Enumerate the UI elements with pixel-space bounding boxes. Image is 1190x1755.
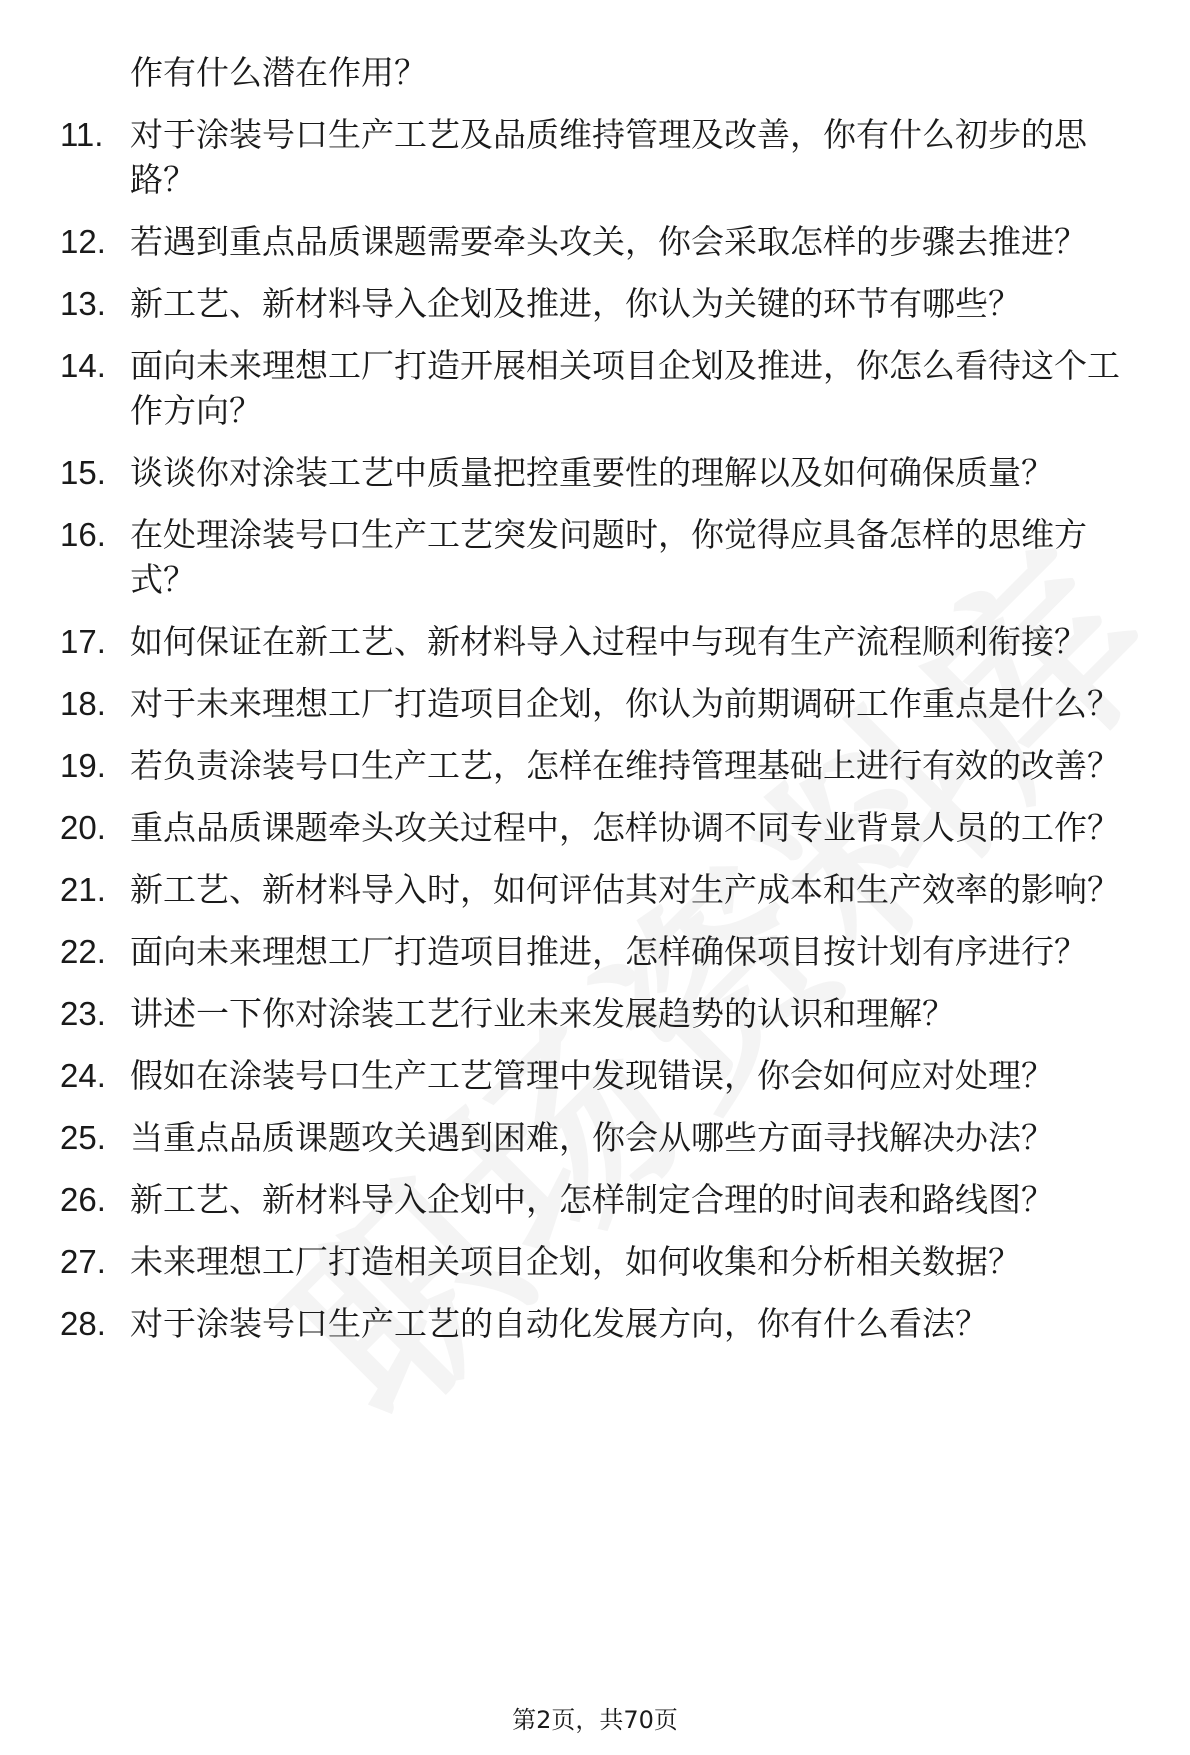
question-text: 面向未来理想工厂打造项目推进，怎样确保项目按计划有序进行？ — [130, 932, 1087, 971]
question-text: 如何保证在新工艺、新材料导入过程中与现有生产流程顺利衔接？ — [130, 622, 1087, 661]
question-number: 14. — [60, 347, 106, 384]
question-text: 对于涂装号口生产工艺及品质维持管理及改善，你有什么初步的思路？ — [130, 115, 1087, 199]
list-item — [60, 343, 1160, 433]
question-number: 19. — [60, 747, 106, 784]
list-item — [60, 1115, 1160, 1160]
list-item — [60, 743, 1160, 788]
question-number: 16. — [60, 516, 106, 553]
question-list — [60, 112, 1160, 1363]
list-item — [60, 512, 1160, 602]
question-text: 假如在涂装号口生产工艺管理中发现错误，你会如何应对处理？ — [130, 1056, 1054, 1095]
question-number: 17. — [60, 623, 106, 660]
list-item — [60, 991, 1160, 1036]
continued-question-text: 作有什么潜在作用？ — [130, 53, 427, 92]
question-text: 若遇到重点品质课题需要牵头攻关，你会采取怎样的步骤去推进？ — [130, 222, 1087, 261]
question-text: 若负责涂装号口生产工艺，怎样在维持管理基础上进行有效的改善？ — [130, 746, 1120, 785]
list-item — [60, 450, 1160, 495]
question-text: 新工艺、新材料导入企划中，怎样制定合理的时间表和路线图？ — [130, 1180, 1054, 1219]
question-number: 15. — [60, 454, 106, 491]
list-item — [60, 929, 1160, 974]
question-text: 谈谈你对涂装工艺中质量把控重要性的理解以及如何确保质量？ — [130, 453, 1054, 492]
question-text: 对于未来理想工厂打造项目企划，你认为前期调研工作重点是什么？ — [130, 684, 1120, 723]
question-number: 23. — [60, 995, 106, 1032]
question-text: 面向未来理想工厂打造开展相关项目企划及推进，你怎么看待这个工作方向？ — [130, 346, 1120, 430]
list-item — [60, 805, 1160, 850]
list-item — [60, 1301, 1160, 1346]
list-item — [60, 219, 1160, 264]
question-text: 当重点品质课题攻关遇到困难，你会从哪些方面寻找解决办法？ — [130, 1118, 1054, 1157]
question-text: 新工艺、新材料导入时，如何评估其对生产成本和生产效率的影响？ — [130, 870, 1120, 909]
question-number: 13. — [60, 285, 106, 322]
question-number: 24. — [60, 1057, 106, 1094]
question-number: 26. — [60, 1181, 106, 1218]
question-number: 28. — [60, 1305, 106, 1342]
question-number: 12. — [60, 223, 106, 260]
question-text: 讲述一下你对涂装工艺行业未来发展趋势的认识和理解？ — [130, 994, 955, 1033]
question-number: 20. — [60, 809, 106, 846]
list-item — [60, 1177, 1160, 1222]
question-text: 新工艺、新材料导入企划及推进，你认为关键的环节有哪些？ — [130, 284, 1021, 323]
list-item — [60, 681, 1160, 726]
list-item — [60, 619, 1160, 664]
question-number: 25. — [60, 1119, 106, 1156]
question-text: 未来理想工厂打造相关项目企划，如何收集和分析相关数据？ — [130, 1242, 1021, 1281]
list-item — [60, 112, 1160, 202]
question-number: 22. — [60, 933, 106, 970]
question-number: 27. — [60, 1243, 106, 1280]
list-item — [60, 1053, 1160, 1098]
list-item — [60, 867, 1160, 912]
question-text: 对于涂装号口生产工艺的自动化发展方向，你有什么看法？ — [130, 1304, 988, 1343]
question-text: 在处理涂装号口生产工艺突发问题时，你觉得应具备怎样的思维方式？ — [130, 515, 1087, 599]
question-number: 11. — [60, 116, 104, 153]
page-footer: 第2页，共70页 — [512, 1706, 678, 1734]
question-number: 21. — [60, 871, 106, 908]
list-item — [60, 281, 1160, 326]
list-item — [60, 1239, 1160, 1284]
question-number: 18. — [60, 685, 106, 722]
question-text: 重点品质课题牵头攻关过程中，怎样协调不同专业背景人员的工作？ — [130, 808, 1120, 847]
